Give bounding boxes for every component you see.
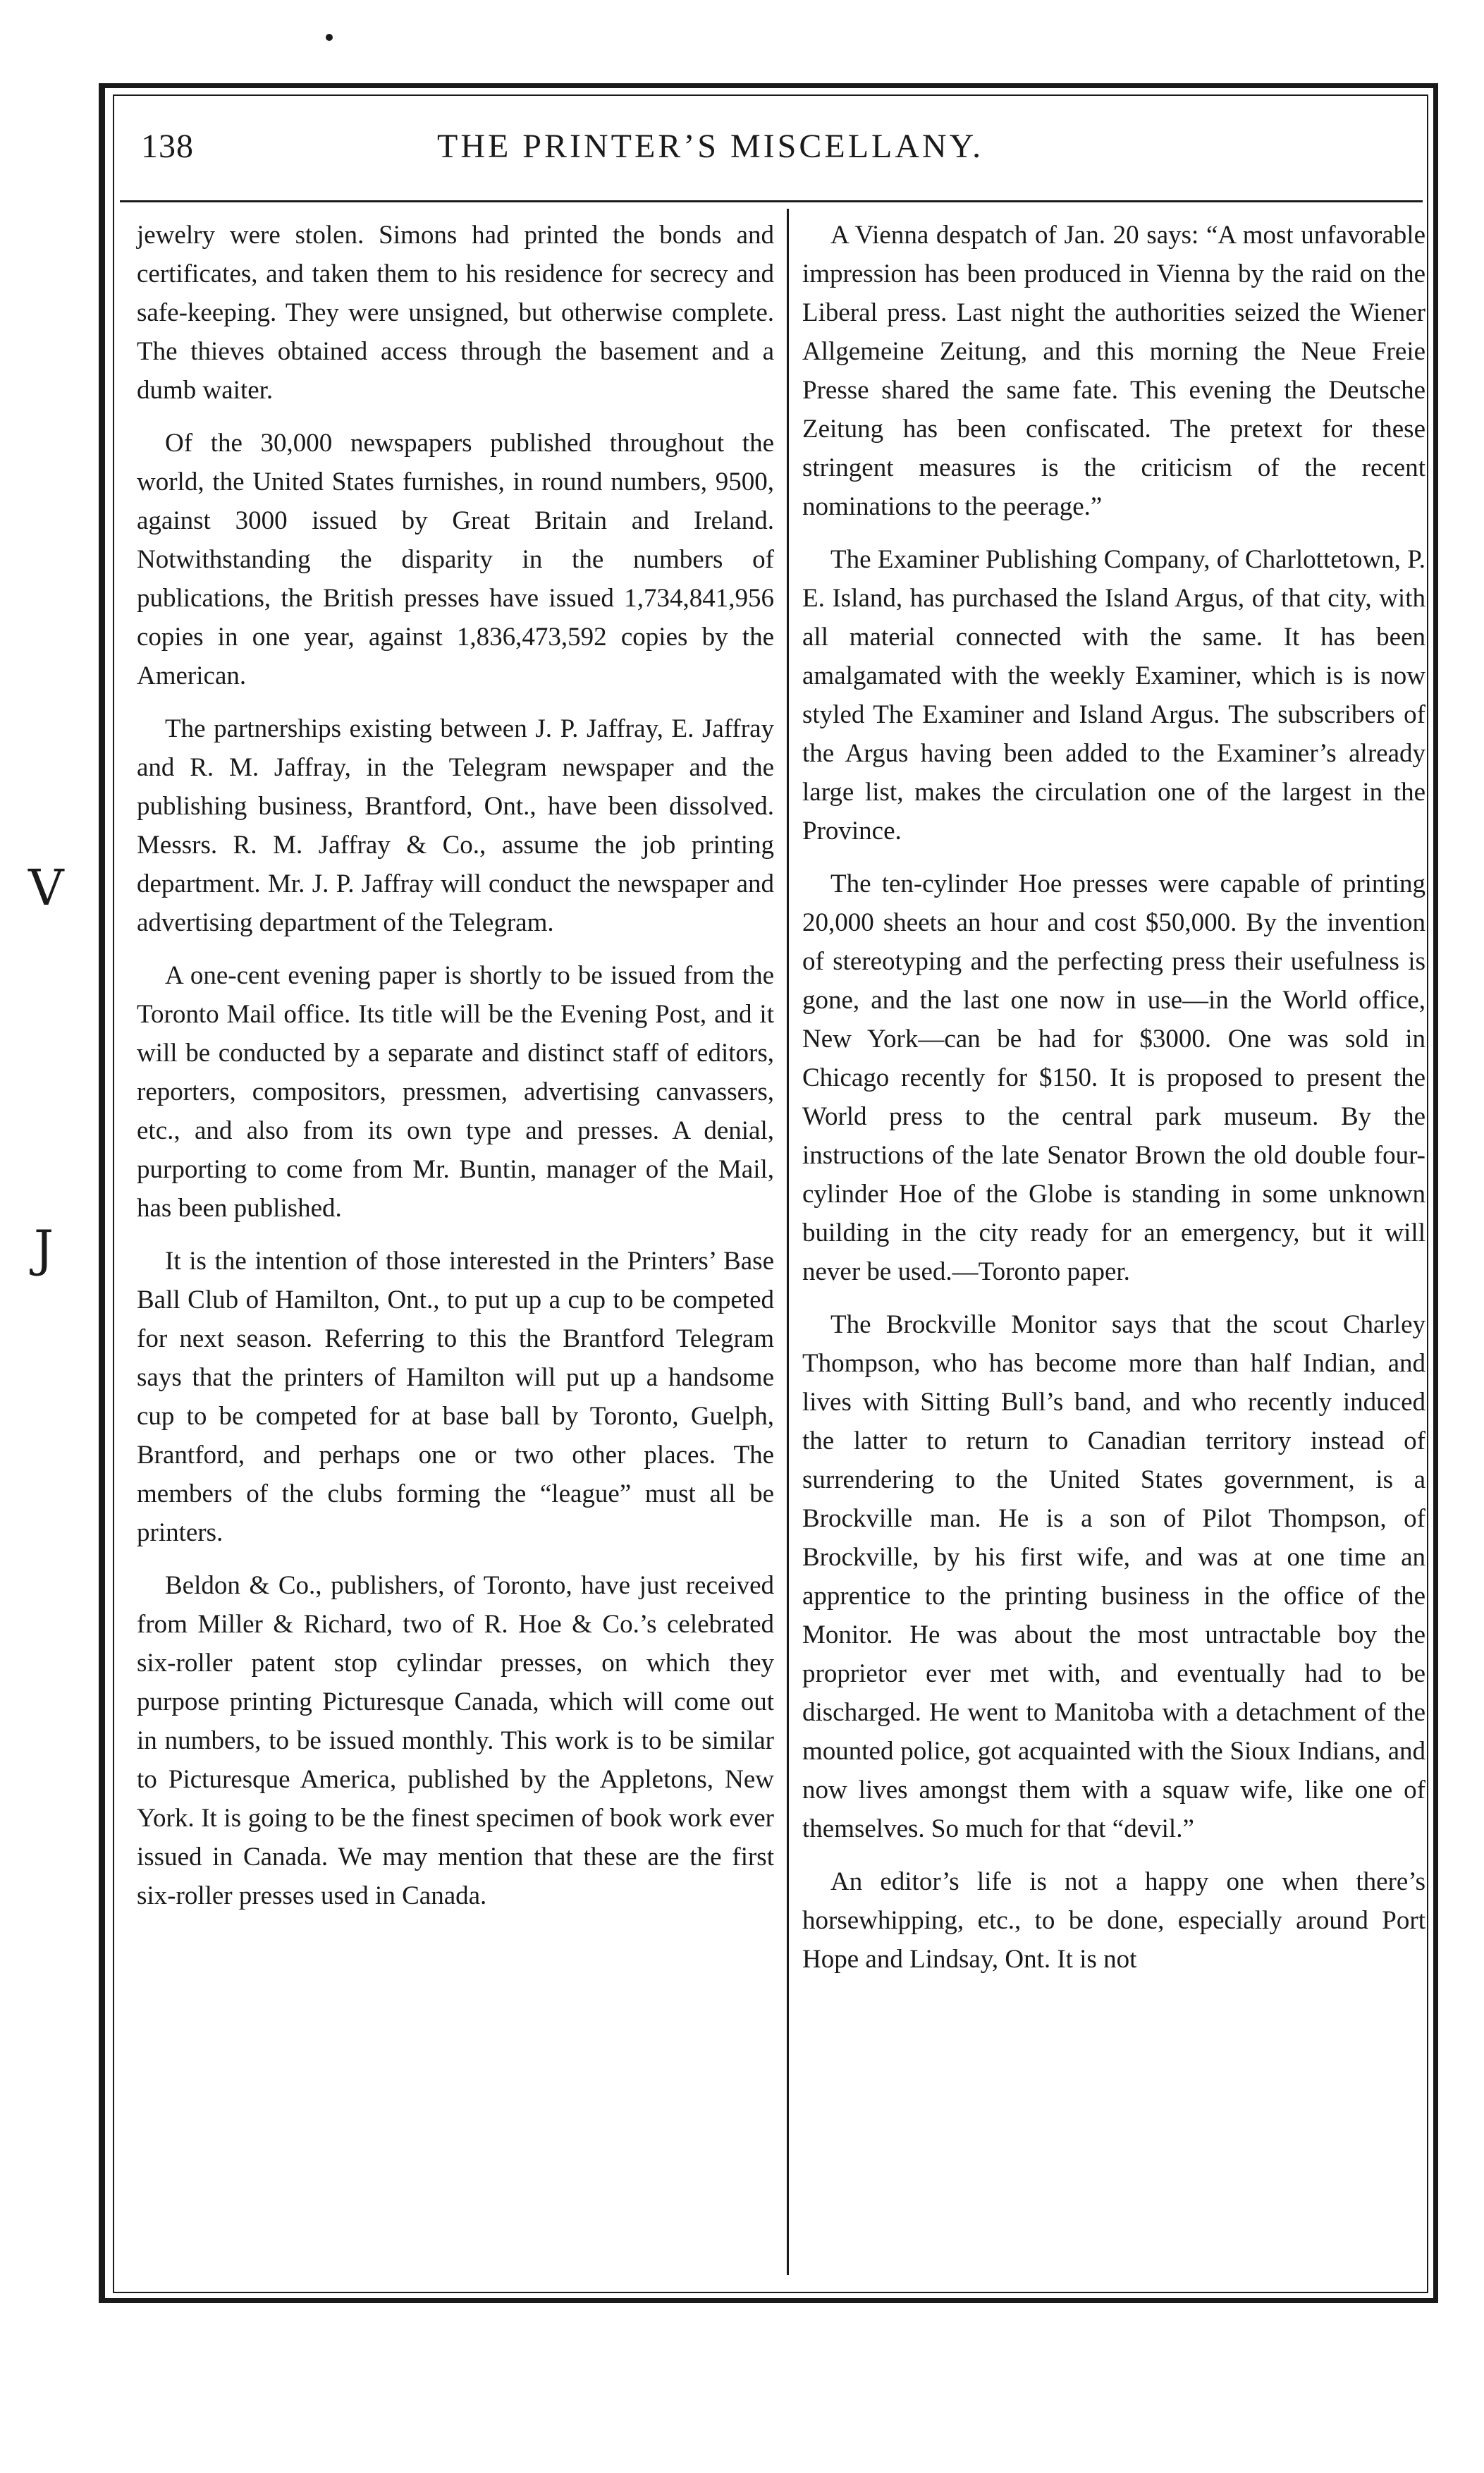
paragraph-stolen-bonds: jewelry were stolen. Simons had printed the bonds and certificates, and taken them to his residence for secrecy and safe-keeping. They were unsigned, but otherwise complete. The thieves obtained access through the basement and a dumb waiter. [137,221,774,405]
ink-dot [326,34,333,41]
paragraph-vienna-despatch: A Vienna despatch of Jan. 20 says: “A most unfavorable impression has been produced in Vienna by the raid on the Liberal press. Last night the authorities seized the Wiener Allgemeine Zeitung, and this morning the Neue Freie Presse shared the same fate. This evening the Deutsche Zeitung has been confiscated. The pretext for these stringent measures is the criticism of the recent nominations to the peerage.” [802,221,1425,521]
paragraph-examiner-company: The Examiner Publishing Company, of Charlottetown, P. E. Island, has purchased the Island Argus, of that city, with all material connected with the same. It has been amalgamated with the weekly Examiner, which is is now styled The Examiner and Island Argus. The subscribers of the Argus having been added to the Examiner’s already large list, makes the circulation one of the largest in the Province. [802,545,1425,845]
paragraph-beldon-presses: Beldon & Co., publishers, of Toronto, have just received from Miller & Richard, two of R. Hoe & Co.’s celebrated six-roller patent stop cylindar presses, on which they purpose printing Picturesque Canada, which will come out in numbers, to be issued monthly. This work is to be similar to Picturesque America, published by the Appletons, New York. It is going to be the finest specimen of book work ever issued in Canada. We may mention that these are the first six-roller presses used in Canada. [137,1571,774,1910]
margin-mark-j: J [34,1220,54,1278]
running-header [141,118,1418,175]
paragraph-editors-life: An editor’s life is not a happy one when there’s horsewhipping, etc., to be done, especially around Port Hope and Lindsay, Ont. It is not [802,1867,1425,1974]
paragraph-hoe-presses: The ten-cylinder Hoe presses were capable of printing 20,000 sheets an hour and cost $50,000. By the invention of stereotyping and the perfecting press their usefulness is gone, and the last one now in use—in the World office, New York—can be had for $3000. One was sold in Chicago recently for $150. It is proposed to present the World press to the central park museum. By the instructions of the late Senator Brown the old double four-cylinder Hoe of the Globe is standing in some unknown building in the city ready for an emergency, but it will never be used.—Toronto paper. [802,869,1425,1286]
running-title: THE PRINTER’S MISCELLANY. [437,128,984,165]
right-column [802,216,1425,1993]
paragraph-newspaper-statistics: Of the 30,000 newspapers published throughout the world, the United States furnishes, in round numbers, 9500, against 3000 issued by Great Britain and Ireland. Notwithstanding the disparity in the numbers of publications, the British presses have issued 1,734,841,956 copies in one year, against 1,836,473,592 copies by the American. [137,429,774,690]
column-rule [787,209,789,2275]
paragraph-evening-post: A one-cent evening paper is shortly to be issued from the Toronto Mail office. Its title will be the Evening Post, and it will be conducted by a separate and distinct staff of editors, reporters, compositors, pressmen, advertising canvassers, etc., and also from its own type and presses. A denial, purporting to come from Mr. Buntin, manager of the Mail, has been published. [137,961,774,1223]
page-number: 138 [141,128,194,165]
paragraph-brockville-monitor: The Brockville Monitor says that the scout Charley Thompson, who has become more than half Indian, and lives with Sitting Bull’s band, and who recently induced the latter to return to Canadian territory instead of surrendering to the United States government, is a Brockville man. He is a son of Pilot Thompson, of Brockville, by his first wife, and was at one time an apprentice to the printing business in the office of the Monitor. He was about the most untractable boy the proprietor ever met with, and eventually had to be discharged. He went to Manitoba with a detachment of the mounted police, got acquainted with the Sioux Indians, and now lives amongst them with a squaw wife, like one of themselves. So much for that “devil.” [802,1310,1425,1843]
header-rule [120,200,1423,202]
left-column [137,216,774,1929]
margin-mark-v: V [28,859,64,917]
paragraph-jaffray-partnership: The partnerships existing between J. P. Jaffray, E. Jaffray and R. M. Jaffray, in the Telegram newspaper and the publishing business, Brantford, Ont., have been dissolved. Messrs. R. M. Jaffray & Co., assume the job printing department. Mr. J. P. Jaffray will conduct the newspaper and advertising department of the Telegram. [137,714,774,937]
paragraph-base-ball-club: It is the intention of those interested in the Printers’ Base Ball Club of Hamilton, Ont., to put up a cup to be competed for next season. Referring to this the Brantford Telegram says that the printers of Hamilton will put up a handsome cup to be competed for at base ball by Toronto, Guelph, Brantford, and perhaps one or two other places. The members of the clubs forming the “league” must all be printers. [137,1247,774,1547]
